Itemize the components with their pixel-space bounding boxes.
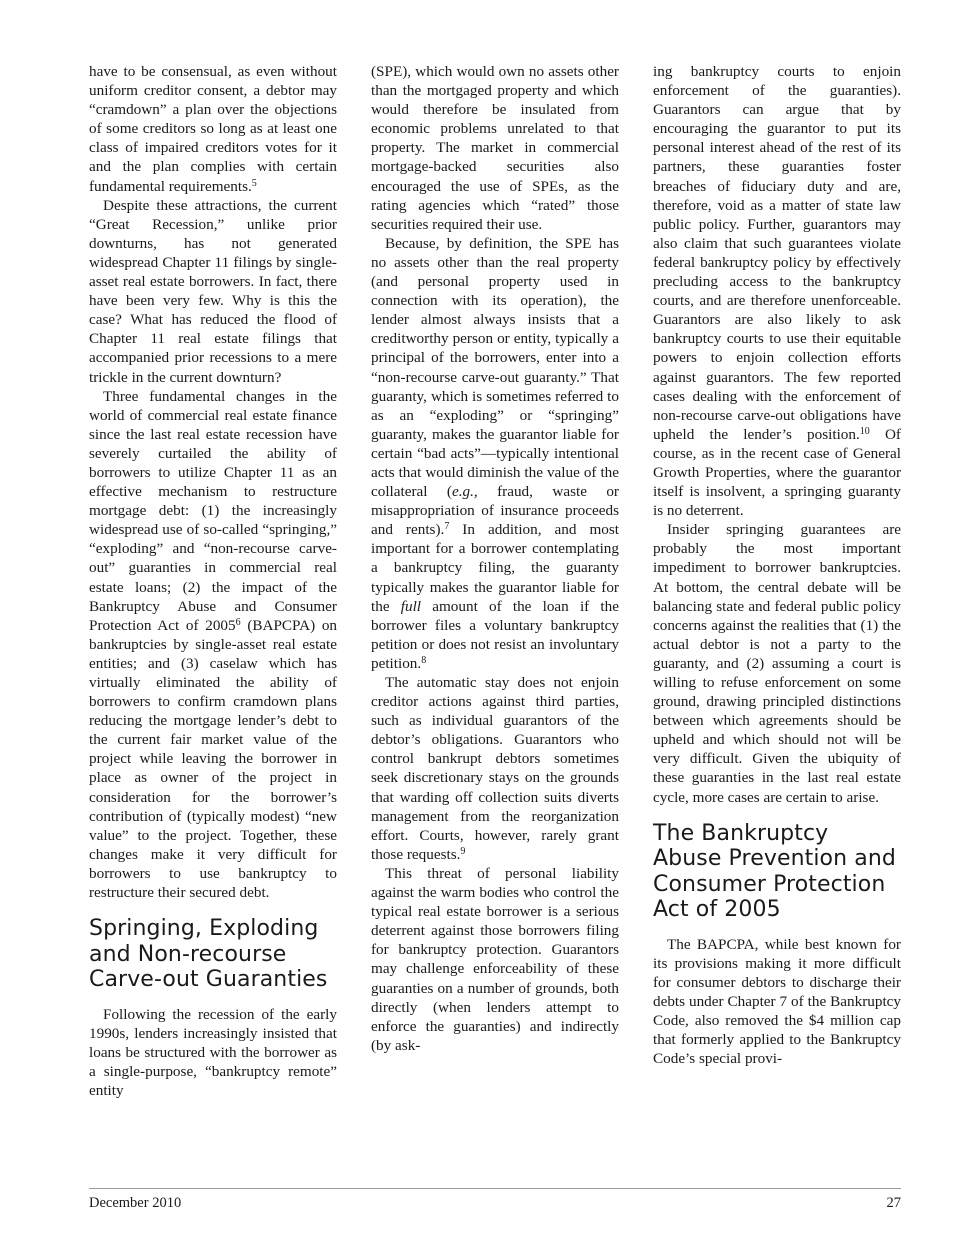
- paragraph: [371, 234, 619, 673]
- paragraph: [89, 196, 337, 387]
- paragraph: [89, 387, 337, 903]
- paragraph: [371, 864, 619, 1055]
- footer-date: December 2010: [89, 1195, 182, 1211]
- paragraph: [371, 62, 619, 234]
- emphasis-text: e.g.,: [451, 483, 478, 501]
- paragraph-text: Despite these attractions, the current “Great Recession,” unlike prior downturns, has not generated widespread Chapter 11 filings by single-asset real estate borrowers. In fact, there have been very few. Why is this the case? What has reduced the flood of Chapter 11 real estate filings that accompanied prior recessions to a mere trickle in the current downturn?: [89, 196, 337, 386]
- section-heading: Springing, Exploding and Non-recourse Carve-out Guaranties: [89, 916, 328, 993]
- emphasis-text: full: [400, 597, 422, 615]
- column-2: [371, 62, 619, 1055]
- paragraph-text: have to be consensual, as even without uniform creditor consent, a debtor may “cramdown” a plan over the objections of some creditors so long as at least one class of impaired creditors votes for it and the plan complies with certain fundamental requirements.: [89, 63, 337, 195]
- footer-page-number: 27: [886, 1195, 901, 1211]
- paragraph-text: Of course, as in the recent case of General Growth Properties, where the guarantor itself is insolvent, a springing guaranty is no deterrent.: [653, 425, 901, 520]
- footnote-ref: 9: [460, 845, 466, 857]
- paragraph: [653, 520, 901, 806]
- paragraph-text: This threat of personal liability against the warm bodies who control the typical real estate borrower is a serious deterrent against those borrowers filing for bankruptcy protection. Guarantors may challenge enforceability of these guaranties on a number of grounds, both directly (when lenders attempt to enforce the guaranties) and indirectly (by ask-: [371, 864, 619, 1054]
- column-1: [89, 62, 337, 1100]
- column-3: [653, 62, 901, 1068]
- paragraph-text: fraud, waste or misappropriation of insurance proceeds and rents).: [371, 483, 619, 539]
- footnote-ref: 6: [235, 616, 241, 628]
- paragraph-text: Following the recession of the early 1990s, lenders increasingly insisted that loans be structured with the borrower as a single-purpose, “bankruptcy remote” entity: [89, 1005, 337, 1099]
- paragraph: [653, 62, 901, 520]
- paragraph-text: In addition, and most important for a borrower contemplating a bankruptcy filing, the guaranty typically makes the guarantor liable for the: [371, 521, 619, 615]
- paragraph-text: The automatic stay does not enjoin creditor actions against third parties, such as individual guarantors of the debtor’s obligations. Guarantors who control bankrupt debtors sometimes seek discretionary stays on the grounds that warding off collection suits diverts management from the reorganization effort. Courts, however, rarely grant those requests.: [371, 674, 619, 863]
- paragraph-text: ing bankruptcy courts to enjoin enforcement of the guaranties). Guarantors can argue that by encouraging the guarantor to put its personal interest ahead of the rest of its partners, these guaranties foster breaches of fiduciary duty and are, therefore, void as a matter of state law public policy. Further, guarantors may also claim that such guarantees violate federal bankruptcy policy by effectively precluding access to the bankruptcy courts, and are therefore unenforceable. Guarantors are also likely to ask bankruptcy courts to use their equitable powers to enjoin collection efforts against guarantors. The few reported cases dealing with the enforcement of non-recourse carve-out obligations have upheld the lender’s position.: [653, 63, 901, 443]
- footnote-ref: 8: [421, 654, 427, 666]
- paragraph-text: amount of the loan if the borrower files a voluntary bankruptcy petition or does not resist an involuntary petition.: [371, 597, 619, 672]
- footnote-ref: 5: [251, 177, 257, 189]
- section-heading: The Bankruptcy Abuse Prevention and Consumer Protection Act of 2005: [653, 820, 896, 923]
- paragraph-text: Insider springing guarantees are probably the most important impediment to borrower bankruptcies. At bottom, the central debate will be balancing state and federal public policy concerns against the realities that (1) the actual debtor is not a party to the guaranty, and (2) assuming a court is willing to refuse enforcement on some ground, drawing principled distinctions between which agreements should be upheld and which should not will be very difficult. Given the ubiquity of these guaranties in the last real estate cycle, more cases are certain to arise.: [653, 521, 901, 806]
- paragraph-text: The BAPCPA, while best known for its provisions making it more difficult for consumer debtors to discharge their debts under Chapter 7 of the Bankruptcy Code, also removed the $4 million cap that formerly applied to the Bankruptcy Code’s special provi-: [653, 935, 901, 1068]
- paragraph-text: Because, by definition, the SPE has no assets other than the real property (and personal property used in connection with its operation), the lender almost always insists that a creditworthy person or entity, typically a principal of the borrowers, enter into a “non-recourse carve-out guaranty.” That guaranty, which is sometimes referred to as an “exploding” or “springing” guaranty, makes the guarantor liable for certain “bad acts”—typically intentional acts that would diminish the value of the collateral (: [371, 234, 619, 501]
- paragraph-text: (BAPCPA) on bankruptcies by single-asset real estate entities; and (3) caselaw which has virtually eliminated the ability of borrowers to confirm cramdown plans reducing the mortgage lender’s debt to the current fair market value of the project while leaving the borrower in place as owner of the project in consideration for the borrower’s contribution of (typically modest) “new value” to the project. Together, these changes make it very difficult for borrowers to use bankruptcy to restructure their secured debt.: [89, 616, 338, 902]
- paragraph-text: (SPE), which would own no assets other than the mortgaged property and which would therefore be insulated from economic problems unrelated to that property. The market in commercial mortgage-backed securities also encouraged the use of SPEs, as the rating agencies which “rated” those securities required their use.: [371, 63, 619, 233]
- paragraph-text: Three fundamental changes in the world of commercial real estate finance since the last real estate recession have severely curtailed the ability of borrowers to utilize Chapter 11 as an effective mechanism to restructure mortgage debt: (1) the increasingly widespread use of so-called “springing,” “exploding” and “non-recourse carve-out” guaranties in commercial real estate loans; (2) the impact of the Bankruptcy Abuse and Consumer Protection Act of 2005: [89, 387, 337, 634]
- paragraph: [371, 673, 619, 864]
- footnote-ref: 10: [859, 425, 870, 437]
- paragraph: [653, 935, 901, 1069]
- paragraph: [89, 62, 337, 196]
- paragraph: [89, 1005, 337, 1100]
- footer-rule: [89, 1188, 901, 1189]
- footnote-ref: 7: [444, 521, 450, 533]
